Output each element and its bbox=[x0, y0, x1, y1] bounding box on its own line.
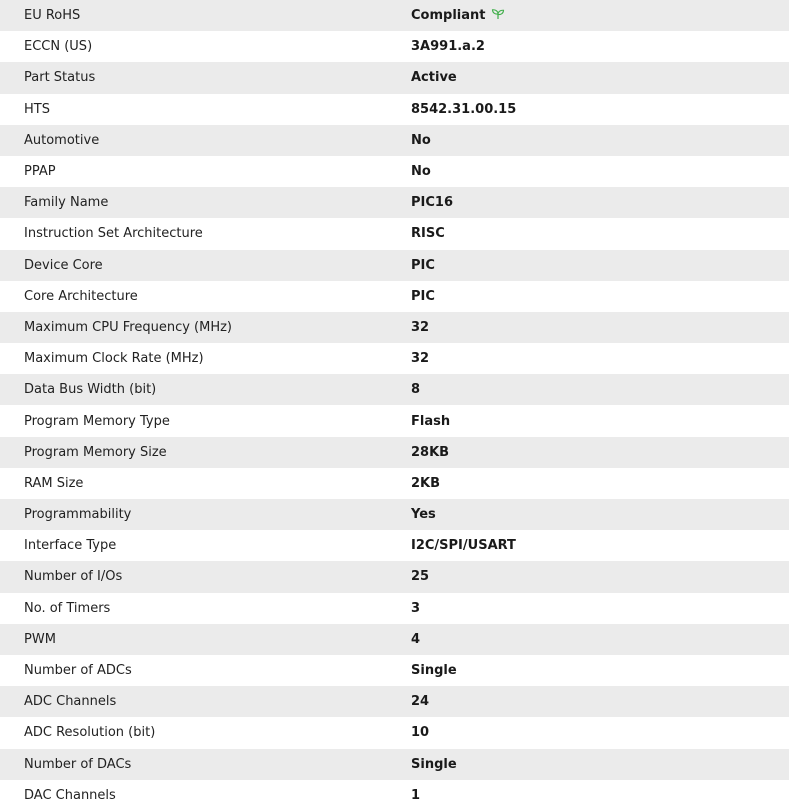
spec-label: Interface Type bbox=[24, 538, 117, 554]
spec-value: No bbox=[411, 132, 431, 148]
spec-row-max-clock-rate bbox=[0, 343, 789, 374]
spec-label: Core Architecture bbox=[24, 288, 138, 304]
spec-row-instruction-set bbox=[0, 218, 789, 249]
spec-value-cell bbox=[411, 0, 789, 31]
spec-label: Part Status bbox=[24, 70, 96, 86]
spec-row-core-architecture bbox=[0, 281, 789, 312]
spec-value: PIC16 bbox=[411, 195, 453, 211]
spec-value: RISC bbox=[411, 226, 445, 242]
spec-row-timers bbox=[0, 593, 789, 624]
spec-value: Flash bbox=[411, 413, 451, 429]
spec-label: DAC Channels bbox=[24, 787, 116, 803]
spec-row-pwm bbox=[0, 624, 789, 655]
spec-row-program-memory-size bbox=[0, 437, 789, 468]
spec-value: Yes bbox=[411, 507, 436, 523]
spec-label: ECCN (US) bbox=[24, 39, 93, 55]
spec-value: 1 bbox=[411, 787, 421, 803]
spec-row-adc-channels bbox=[0, 686, 789, 717]
spec-label: Instruction Set Architecture bbox=[24, 226, 203, 242]
spec-row-ram-size bbox=[0, 468, 789, 499]
spec-row-data-bus-width bbox=[0, 374, 789, 405]
spec-label: Number of DACs bbox=[24, 756, 132, 772]
spec-value: 32 bbox=[411, 351, 430, 367]
spec-value: Active bbox=[411, 70, 457, 86]
spec-label: Program Memory Size bbox=[24, 444, 167, 460]
spec-row-automotive bbox=[0, 125, 789, 156]
spec-value: 3A991.a.2 bbox=[411, 39, 485, 55]
spec-row-number-of-ios bbox=[0, 561, 789, 592]
leaf-icon bbox=[491, 8, 505, 20]
spec-row-eccn bbox=[0, 31, 789, 62]
spec-label: Maximum Clock Rate (MHz) bbox=[24, 351, 204, 367]
spec-row-programmability bbox=[0, 499, 789, 530]
spec-label: Automotive bbox=[24, 132, 100, 148]
spec-value: PIC bbox=[411, 288, 435, 304]
spec-value: 3 bbox=[411, 600, 421, 616]
spec-label: EU RoHS bbox=[24, 8, 81, 24]
spec-row-hts bbox=[0, 94, 789, 125]
spec-label: HTS bbox=[24, 101, 50, 117]
spec-row-interface-type bbox=[0, 530, 789, 561]
spec-row-max-cpu-frequency bbox=[0, 312, 789, 343]
spec-row-program-memory-type bbox=[0, 405, 789, 436]
spec-row-dac-channels bbox=[0, 780, 789, 811]
spec-value: 24 bbox=[411, 694, 430, 710]
spec-label: Number of ADCs bbox=[24, 663, 132, 679]
spec-row-number-of-dacs bbox=[0, 749, 789, 780]
spec-value: 4 bbox=[411, 631, 421, 647]
spec-value: No bbox=[411, 164, 431, 180]
spec-row-ppap bbox=[0, 156, 789, 187]
spec-row-device-core bbox=[0, 250, 789, 281]
spec-value: PIC bbox=[411, 257, 435, 273]
spec-label: Programmability bbox=[24, 507, 132, 523]
spec-value: 28KB bbox=[411, 444, 450, 460]
spec-row-number-of-adcs bbox=[0, 655, 789, 686]
spec-label: No. of Timers bbox=[24, 600, 111, 616]
spec-value: Compliant bbox=[411, 8, 486, 24]
spec-value: 8542.31.00.15 bbox=[411, 101, 517, 117]
spec-label: ADC Resolution (bit) bbox=[24, 725, 156, 741]
spec-value: 10 bbox=[411, 725, 430, 741]
spec-label: Device Core bbox=[24, 257, 103, 273]
spec-label: Number of I/Os bbox=[24, 569, 123, 585]
spec-label: Program Memory Type bbox=[24, 413, 170, 429]
spec-label: Family Name bbox=[24, 195, 109, 211]
spec-label: RAM Size bbox=[24, 475, 84, 491]
spec-row-family-name bbox=[0, 187, 789, 218]
spec-label: Data Bus Width (bit) bbox=[24, 382, 157, 398]
spec-value: Single bbox=[411, 756, 457, 772]
spec-row-eu-rohs bbox=[0, 0, 789, 31]
spec-row-part-status bbox=[0, 62, 789, 93]
spec-label: ADC Channels bbox=[24, 694, 117, 710]
spec-value: Single bbox=[411, 663, 457, 679]
spec-row-adc-resolution bbox=[0, 717, 789, 748]
spec-label: PWM bbox=[24, 631, 56, 647]
spec-label: PPAP bbox=[24, 164, 56, 180]
spec-value: I2C/SPI/USART bbox=[411, 538, 516, 554]
spec-value: 25 bbox=[411, 569, 430, 585]
spec-label: Maximum CPU Frequency (MHz) bbox=[24, 319, 232, 335]
spec-value: 32 bbox=[411, 319, 430, 335]
spec-value: 2KB bbox=[411, 475, 441, 491]
spec-value: 8 bbox=[411, 382, 421, 398]
